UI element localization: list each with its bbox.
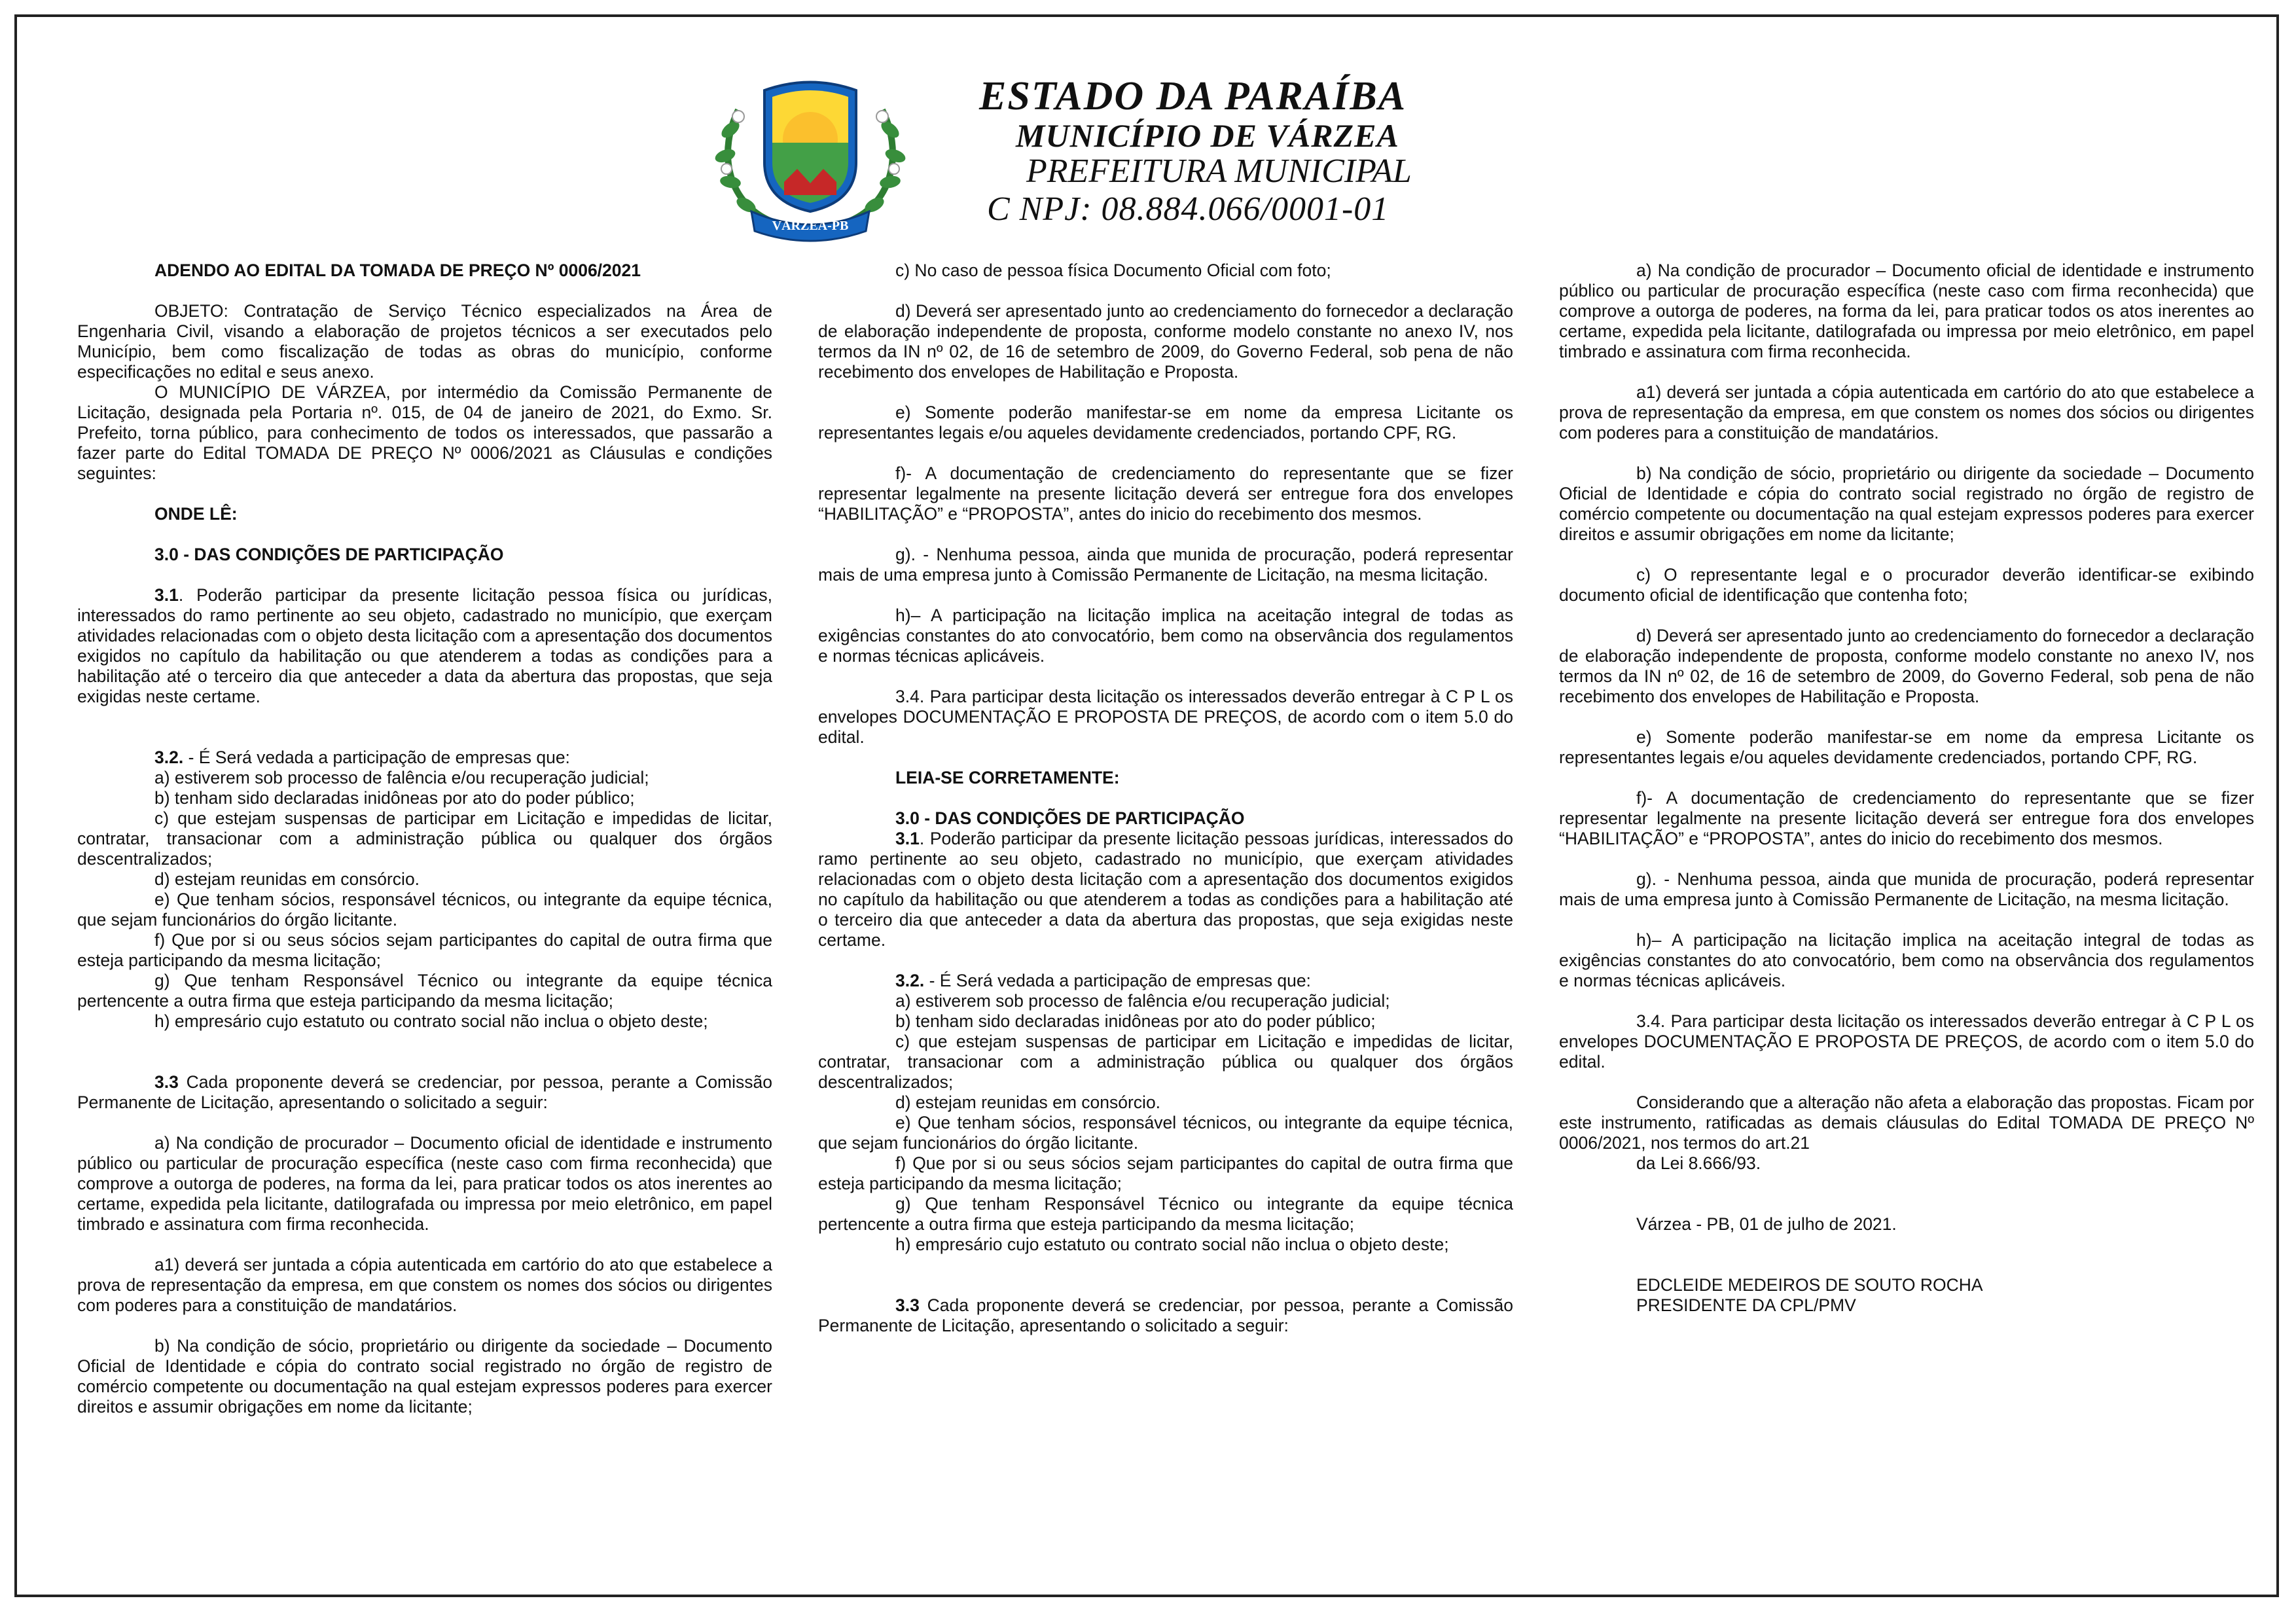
clause-3-4-corrected: 3.4. Para participar desta licitação os interessados deverão entregar à C P L os envelopes DOCUMENTAÇÃO E PROPOSTA DE PREÇOS, de acordo com o item 5.0 do edital. (1559, 1011, 2254, 1072)
clause-3-3-a1: a1) deverá ser juntada a cópia autenticada em cartório do ato que estabelece a prova de representação da empresa, em que constem os nomes dos sócios ou dirigentes com poderes para a constituição de mandatários. (77, 1255, 772, 1315)
header-state: ESTADO DA PARAÍBA (979, 74, 1407, 118)
item-d-corrected: d) Deverá ser apresentado junto ao credenciamento do fornecedor a declaração de elaboração independente de proposta, conforme modelo constante no anexo IV, nos termos da IN nº 02, de 16 de setembro de 2009, do Governo Federal, sob pena de não recebimento dos envelopes de Habilitação e Proposta. (1559, 626, 2254, 706)
signer-role: PRESIDENTE DA CPL/PMV (1636, 1295, 1856, 1315)
clause-3-2-e-corrected: e) Que tenham sócios, responsável técnicos, ou integrante da equipe técnica, que sejam funcionários do órgão licitante. (818, 1113, 1513, 1153)
clause-3-2-d-corrected: d) estejam reunidas em consórcio. (895, 1092, 1161, 1112)
item-h: h)– A participação na licitação implica na aceitação integral de todas as exigências constantes do ato convocatório, bem como na observância dos regulamentos e normas técnicas aplicáveis. (818, 605, 1513, 666)
clause-3-2-b-corrected: b) tenham sido declaradas inidôneas por ato do poder público; (895, 1011, 1376, 1031)
item-b-corrected: b) Na condição de sócio, proprietário ou dirigente da sociedade – Documento Oficial de Identidade e cópia do contrato social registrado no órgão de registro de comércio competente ou documentação na qual estejam expressos poderes para exercer direitos e assumir obrigações em nome da licitante; (1559, 463, 2254, 544)
column-1 (77, 261, 772, 1417)
clause-3-4: 3.4. Para participar desta licitação os interessados deverão entregar à C P L os envelopes DOCUMENTAÇÃO E PROPOSTA DE PREÇOS, de acordo com o item 5.0 do edital. (818, 687, 1513, 747)
clause-3-3-a: a) Na condição de procurador – Documento oficial de identidade e instrumento público ou particular de procuração específica (neste caso com firma reconhecida) que comprove a outorga de poderes, na forma da lei, para praticar todos os atos inerentes ao certame, expedida pela licitante, datilografada ou impressa por meio eletrônico, em papel timbrado e assinatura com firma reconhecida. (77, 1133, 772, 1234)
item-e: e) Somente poderão manifestar-se em nome da empresa Licitante os representantes legais e/ou aqueles devidamente credenciados, portando CPF, RG. (818, 403, 1513, 442)
clause-3-1-corrected: 3.1. Poderão participar da presente licitação pessoas jurídicas, interessados do ramo pertinente ao seu objeto, cadastrado no município, que exerçam atividades relacionadas com o objeto desta licitação com a apresentação dos documentos exigidos no capítulo da habilitação ou que atenderem a todas as condições para a habilitação até o terceiro dia que anteceder a data da abertura das propostas, que seja exigidas neste certame. (818, 829, 1513, 950)
document-title: ADENDO AO EDITAL DA TOMADA DE PREÇO Nº 0006/2021 (154, 261, 641, 280)
clause-3-2-corrected: 3.2. - É Será vedada a participação de empresas que: (895, 971, 1311, 990)
header-prefecture: PREFEITURA MUNICIPAL (1026, 153, 1412, 190)
clause-3-2-b: b) tenham sido declaradas inidôneas por ato do poder público; (154, 788, 635, 808)
item-h-corrected: h)– A participação na licitação implica na aceitação integral de todas as exigências constantes do ato convocatório, bem como na observância dos regulamentos e normas técnicas aplicáveis. (1559, 930, 2254, 990)
clause-3-2-f: f) Que por si ou seus sócios sejam participantes do capital de outra firma que esteja participando da mesma licitação; (77, 930, 772, 970)
header-municipality: MUNICÍPIO DE VÁRZEA (1016, 117, 1399, 154)
item-a1-corrected: a1) deverá ser juntada a cópia autenticada em cartório do ato que estabelece a prova de representação da empresa, em que constem os nomes dos sócios ou dirigentes com poderes para a constituição de mandatários. (1559, 382, 2254, 442)
clause-3-3-b: b) Na condição de sócio, proprietário ou dirigente da sociedade – Documento Oficial de Identidade e cópia do contrato social registrado no órgão de registro de comércio competente ou documentação na qual estejam expressos poderes para exercer direitos e assumir obrigações em nome da licitante; (77, 1336, 772, 1416)
law-reference: da Lei 8.666/93. (1636, 1153, 1761, 1173)
objeto-paragraph: OBJETO: Contratação de Serviço Técnico especializados na Área de Engenharia Civil, visando a elaboração de projetos técnicos a ser executados pelo Município, bem como fiscalização de todas as obras do município, conforme especificações no edital e seus anexo. (77, 301, 772, 382)
header-cnpj: C NPJ: 08.884.066/0001-01 (987, 190, 1390, 228)
clause-3-2-g: g) Que tenham Responsável Técnico ou integrante da equipe técnica pertencente a outra firma que esteja participando da mesma licitação; (77, 971, 772, 1011)
clause-3-2-h-corrected: h) empresário cujo estatuto ou contrato social não inclua o objeto deste; (895, 1235, 1449, 1254)
intro-paragraph: O MUNICÍPIO DE VÁRZEA, por intermédio da Comissão Permanente de Licitação, designada pela Portaria nº. 015, de 04 de janeiro de 2021, do Exmo. Sr. Prefeito, torna público, para conhecimento de todos os interessados, que passarão a fazer parte do Edital TOMADA DE PREÇO Nº 0006/2021 as Cláusulas e condições seguintes: (77, 382, 772, 483)
section-heading-corrected: 3.0 - DAS CONDIÇÕES DE PARTICIPAÇÃO (895, 808, 1245, 828)
item-c-corrected: c) O representante legal e o procurador deverão identificar-se exibindo documento oficial de identificação que contenha foto; (1559, 565, 2254, 605)
clause-3-2: 3.2. - É Será vedada a participação de empresas que: (154, 748, 570, 767)
clause-3-1: 3.1. Poderão participar da presente licitação pessoa física ou jurídicas, interessados do ramo pertinente ao seu objeto, cadastrado no município, que exerçam atividades relacionadas com o objeto desta licitação com a apresentação dos documentos exigidos no capítulo da habilitação ou que atenderem a todas as condições para a habilitação até o terceiro dia que anteceder a data da abertura das propostas, que seja exigidas neste certame. (77, 585, 772, 706)
clause-3-3-corrected: 3.3 Cada proponente deverá se credenciar, por pessoa, perante a Comissão Permanente de Licitação, apresentando o solicitado a seguir: (818, 1295, 1513, 1335)
clause-3-2-c-corrected: c) que estejam suspensas de participar em Licitação e impedidas de licitar, contratar, transacionar com a administração pública ou qualquer dos órgãos descentralizados; (818, 1032, 1513, 1092)
clause-3-2-a-corrected: a) estiverem sob processo de falência e/ou recuperação judicial; (895, 991, 1390, 1011)
column-2 (818, 261, 1513, 1336)
item-d: d) Deverá ser apresentado junto ao credenciamento do fornecedor a declaração de elaboração independente de proposta, conforme modelo constante no anexo IV, nos termos da IN nº 02, de 16 de setembro de 2009, do Governo Federal, sob pena de não recebimento dos envelopes de Habilitação e Proposta. (818, 301, 1513, 382)
item-c: c) No caso de pessoa física Documento Oficial com foto; (895, 261, 1331, 280)
leia-se-heading: LEIA-SE CORRETAMENTE: (895, 768, 1120, 787)
signer-name: EDCLEIDE MEDEIROS DE SOUTO ROCHA (1636, 1275, 1983, 1295)
clause-3-2-c: c) que estejam suspensas de participar em Licitação e impedidas de licitar, contratar, transacionar com a administração pública ou qualquer dos órgãos descentralizados; (77, 808, 772, 869)
clause-3-2-f-corrected: f) Que por si ou seus sócios sejam participantes do capital de outra firma que esteja participando da mesma licitação; (818, 1153, 1513, 1193)
item-e-corrected: e) Somente poderão manifestar-se em nome da empresa Licitante os representantes legais e/ou aqueles devidamente credenciados, portando CPF, RG. (1559, 727, 2254, 767)
municipal-crest-logo (712, 71, 908, 242)
clause-3-2-e: e) Que tenham sócios, responsável técnicos, ou integrante da equipe técnica, que sejam funcionários do órgão licitante. (77, 890, 772, 929)
item-g: g). - Nenhuma pessoa, ainda que munida de procuração, poderá representar mais de uma empresa junto à Comissão Permanente de Licitação, na mesma licitação. (818, 545, 1513, 585)
clause-3-3: 3.3 Cada proponente deverá se credenciar, por pessoa, perante a Comissão Permanente de Licitação, apresentando o solicitado a seguir: (77, 1072, 772, 1112)
column-3 (1559, 261, 2254, 1316)
clause-3-2-d: d) estejam reunidas em consórcio. (154, 869, 420, 889)
item-a-corrected: a) Na condição de procurador – Documento oficial de identidade e instrumento público ou particular de procuração específica (neste caso com firma reconhecida) que comprove a outorga de poderes, na forma da lei, para praticar todos os atos inerentes ao certame, expedida pela licitante, datilografada ou impressa por meio eletrônico, em papel timbrado e assinatura com firma reconhecida. (1559, 261, 2254, 361)
section-heading: 3.0 - DAS CONDIÇÕES DE PARTICIPAÇÃO (154, 545, 504, 564)
considerando-paragraph: Considerando que a alteração não afeta a elaboração das propostas. Ficam por este instrumento, ratificadas as demais cláusulas do Edital TOMADA DE PREÇO Nº 0006/2021, nos termos do art.21 (1559, 1092, 2254, 1153)
place-date: Várzea - PB, 01 de julho de 2021. (1636, 1214, 1897, 1234)
item-g-corrected: g). - Nenhuma pessoa, ainda que munida de procuração, poderá representar mais de uma empresa junto à Comissão Permanente de Licitação, na mesma licitação. (1559, 869, 2254, 909)
clause-3-2-g-corrected: g) Que tenham Responsável Técnico ou integrante da equipe técnica pertencente a outra firma que esteja participando da mesma licitação; (818, 1194, 1513, 1234)
svg-text:VÁRZEA-PB: VÁRZEA-PB (772, 219, 849, 233)
item-f-corrected: f)- A documentação de credenciamento do representante que se fizer representar legalmente na presente licitação deverá ser entregue fora dos envelopes “HABILITAÇÃO” e “PROPOSTA”, antes do inicio do recebimento dos mesmos. (1559, 788, 2254, 848)
item-f: f)- A documentação de credenciamento do representante que se fizer representar legalmente na presente licitação deverá ser entregue fora dos envelopes “HABILITAÇÃO” e “PROPOSTA”, antes do inicio do recebimento dos mesmos. (818, 463, 1513, 524)
onde-le-heading: ONDE LÊ: (154, 504, 238, 524)
clause-3-2-a: a) estiverem sob processo de falência e/ou recuperação judicial; (154, 768, 649, 787)
clause-3-2-h: h) empresário cujo estatuto ou contrato social não inclua o objeto deste; (154, 1011, 708, 1031)
